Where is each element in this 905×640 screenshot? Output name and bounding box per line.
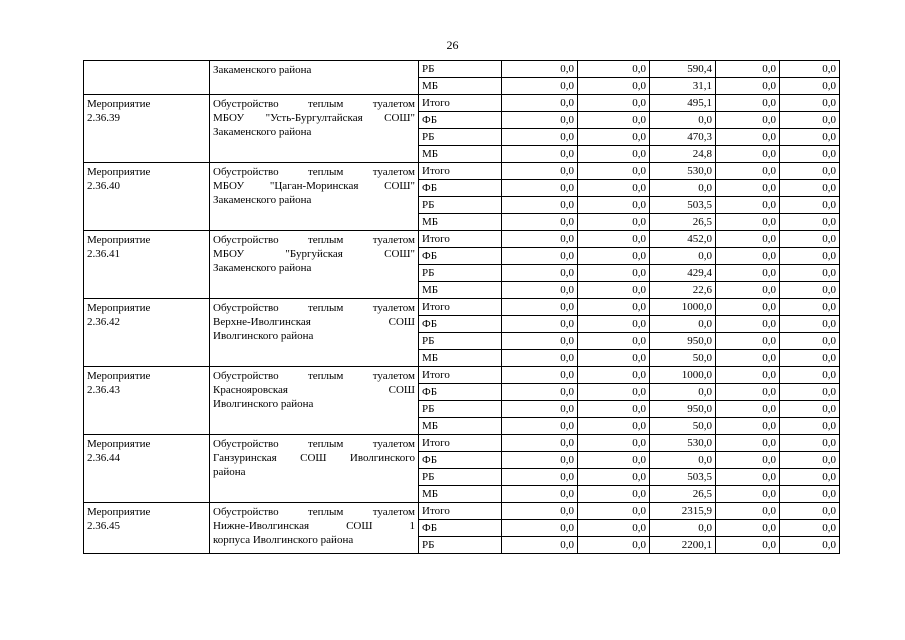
value-cell: 0,0 <box>650 112 716 129</box>
description-line: корпуса Иволгинского района <box>213 534 354 546</box>
value-cell: 0,0 <box>716 95 780 112</box>
event-cell <box>84 503 210 554</box>
value-cell: 0,0 <box>716 350 780 367</box>
value-cell: 0,0 <box>502 367 578 384</box>
value-cell: 0,0 <box>578 316 650 333</box>
value-cell: 0,0 <box>502 265 578 282</box>
value-cell: 0,0 <box>716 503 780 520</box>
value-cell: 0,0 <box>780 129 840 146</box>
value-cell: 0,0 <box>502 333 578 350</box>
event-description-cell <box>210 503 419 554</box>
value-cell: 0,0 <box>502 299 578 316</box>
value-cell: 0,0 <box>716 112 780 129</box>
value-cell: 0,0 <box>716 248 780 265</box>
event-number: 2.36.43 <box>87 384 120 396</box>
value-cell: 0,0 <box>502 503 578 520</box>
value-cell: 470,3 <box>650 129 716 146</box>
value-cell: 0,0 <box>578 486 650 503</box>
value-cell: 0,0 <box>578 520 650 537</box>
value-cell: 0,0 <box>716 231 780 248</box>
value-cell: 0,0 <box>578 537 650 554</box>
value-cell: 0,0 <box>780 197 840 214</box>
value-cell: 0,0 <box>780 503 840 520</box>
value-cell: 0,0 <box>650 316 716 333</box>
event-description-cell <box>210 367 419 435</box>
value-cell: 0,0 <box>780 180 840 197</box>
value-cell: 0,0 <box>578 435 650 452</box>
value-cell: 0,0 <box>578 146 650 163</box>
description-line: Обустройство теплым туалетом <box>213 506 415 518</box>
funding-source-cell: Итого <box>419 367 502 384</box>
funding-source-cell: МБ <box>419 146 502 163</box>
value-cell: 0,0 <box>780 418 840 435</box>
value-cell: 0,0 <box>780 537 840 554</box>
description-line: Закаменского района <box>213 194 312 206</box>
value-cell: 0,0 <box>716 163 780 180</box>
event-description-cell <box>210 95 419 163</box>
value-cell: 31,1 <box>650 78 716 95</box>
value-cell: 0,0 <box>502 435 578 452</box>
value-cell: 0,0 <box>716 384 780 401</box>
value-cell: 0,0 <box>650 520 716 537</box>
value-cell: 0,0 <box>716 486 780 503</box>
funding-source-cell: РБ <box>419 469 502 486</box>
table-row <box>84 299 840 316</box>
funding-source-cell: Итого <box>419 503 502 520</box>
event-number: 2.36.39 <box>87 112 120 124</box>
value-cell: 0,0 <box>780 333 840 350</box>
value-cell: 0,0 <box>716 316 780 333</box>
event-label: Мероприятие <box>87 438 151 450</box>
event-number: 2.36.44 <box>87 452 120 464</box>
event-description-cell <box>210 299 419 367</box>
value-cell: 0,0 <box>780 231 840 248</box>
description-line: МБОУ "Усть-Бургултайская СОШ" <box>213 112 415 124</box>
value-cell: 0,0 <box>578 452 650 469</box>
description-line: Закаменского района <box>213 126 312 138</box>
value-cell: 530,0 <box>650 435 716 452</box>
value-cell: 0,0 <box>578 129 650 146</box>
value-cell: 0,0 <box>502 316 578 333</box>
value-cell: 0,0 <box>716 180 780 197</box>
value-cell: 950,0 <box>650 333 716 350</box>
value-cell: 0,0 <box>716 265 780 282</box>
value-cell: 0,0 <box>578 401 650 418</box>
event-cell <box>84 163 210 231</box>
value-cell: 0,0 <box>780 163 840 180</box>
value-cell: 0,0 <box>780 282 840 299</box>
value-cell: 0,0 <box>578 367 650 384</box>
value-cell: 0,0 <box>716 401 780 418</box>
value-cell: 0,0 <box>780 61 840 78</box>
value-cell: 0,0 <box>502 163 578 180</box>
description-line: Обустройство теплым туалетом <box>213 438 415 450</box>
value-cell: 50,0 <box>650 418 716 435</box>
value-cell: 0,0 <box>716 333 780 350</box>
funding-source-cell: РБ <box>419 61 502 78</box>
funding-source-cell: РБ <box>419 537 502 554</box>
value-cell: 0,0 <box>716 78 780 95</box>
value-cell: 2200,1 <box>650 537 716 554</box>
value-cell: 0,0 <box>502 520 578 537</box>
description-line: Обустройство теплым туалетом <box>213 166 415 178</box>
value-cell: 0,0 <box>578 333 650 350</box>
description-line: Краснояровская СОШ <box>213 384 415 396</box>
value-cell: 0,0 <box>780 316 840 333</box>
event-cell <box>84 367 210 435</box>
value-cell: 0,0 <box>716 282 780 299</box>
funding-source-cell: Итого <box>419 299 502 316</box>
funding-source-cell: ФБ <box>419 384 502 401</box>
value-cell: 0,0 <box>716 214 780 231</box>
description-line: Ганзуринская СОШ Иволгинского <box>213 452 415 464</box>
value-cell: 0,0 <box>578 95 650 112</box>
value-cell: 429,4 <box>650 265 716 282</box>
value-cell: 0,0 <box>578 282 650 299</box>
funding-source-cell: Итого <box>419 163 502 180</box>
funding-source-cell: ФБ <box>419 520 502 537</box>
value-cell: 0,0 <box>650 248 716 265</box>
value-cell: 0,0 <box>578 214 650 231</box>
description-line: Обустройство теплым туалетом <box>213 98 415 110</box>
value-cell: 530,0 <box>650 163 716 180</box>
value-cell: 452,0 <box>650 231 716 248</box>
event-cell <box>84 95 210 163</box>
value-cell: 0,0 <box>780 486 840 503</box>
value-cell: 0,0 <box>716 452 780 469</box>
funding-source-cell: РБ <box>419 265 502 282</box>
value-cell: 0,0 <box>502 231 578 248</box>
value-cell: 0,0 <box>502 129 578 146</box>
budget-table-body <box>84 61 840 554</box>
value-cell: 0,0 <box>502 282 578 299</box>
event-description-cell <box>210 61 419 95</box>
event-label: Мероприятие <box>87 370 151 382</box>
funding-source-cell: МБ <box>419 418 502 435</box>
value-cell: 0,0 <box>502 469 578 486</box>
funding-source-cell: МБ <box>419 78 502 95</box>
value-cell: 0,0 <box>780 112 840 129</box>
description-line: Обустройство теплым туалетом <box>213 234 415 246</box>
value-cell: 0,0 <box>578 78 650 95</box>
value-cell: 0,0 <box>578 112 650 129</box>
event-label: Мероприятие <box>87 98 151 110</box>
value-cell: 50,0 <box>650 350 716 367</box>
event-label: Мероприятие <box>87 234 151 246</box>
value-cell: 0,0 <box>578 180 650 197</box>
funding-source-cell: РБ <box>419 197 502 214</box>
value-cell: 0,0 <box>716 469 780 486</box>
value-cell: 0,0 <box>716 435 780 452</box>
event-number: 2.36.41 <box>87 248 120 260</box>
value-cell: 0,0 <box>780 520 840 537</box>
value-cell: 0,0 <box>780 469 840 486</box>
description-line: Обустройство теплым туалетом <box>213 370 415 382</box>
value-cell: 0,0 <box>578 61 650 78</box>
description-line: МБОУ "Бургуйская СОШ" <box>213 248 415 260</box>
value-cell: 0,0 <box>650 452 716 469</box>
funding-source-cell: Итого <box>419 435 502 452</box>
table-row <box>84 61 840 78</box>
event-description-cell <box>210 435 419 503</box>
value-cell: 503,5 <box>650 469 716 486</box>
value-cell: 0,0 <box>578 248 650 265</box>
table-row <box>84 435 840 452</box>
value-cell: 0,0 <box>578 163 650 180</box>
event-cell <box>84 61 210 95</box>
value-cell: 0,0 <box>716 197 780 214</box>
value-cell: 0,0 <box>502 112 578 129</box>
value-cell: 0,0 <box>502 486 578 503</box>
event-label: Мероприятие <box>87 302 151 314</box>
funding-source-cell: ФБ <box>419 180 502 197</box>
value-cell: 0,0 <box>502 248 578 265</box>
funding-source-cell: ФБ <box>419 316 502 333</box>
value-cell: 0,0 <box>578 299 650 316</box>
value-cell: 0,0 <box>502 401 578 418</box>
event-label: Мероприятие <box>87 506 151 518</box>
value-cell: 0,0 <box>502 197 578 214</box>
event-description-cell <box>210 163 419 231</box>
value-cell: 0,0 <box>502 95 578 112</box>
description-line: МБОУ "Цаган-Моринская СОШ" <box>213 180 415 192</box>
value-cell: 0,0 <box>578 384 650 401</box>
value-cell: 0,0 <box>650 384 716 401</box>
description-line: Закаменского района <box>213 64 312 76</box>
value-cell: 0,0 <box>578 265 650 282</box>
value-cell: 0,0 <box>780 350 840 367</box>
value-cell: 0,0 <box>650 180 716 197</box>
funding-source-cell: ФБ <box>419 112 502 129</box>
event-cell <box>84 299 210 367</box>
value-cell: 1000,0 <box>650 299 716 316</box>
value-cell: 0,0 <box>780 248 840 265</box>
event-number: 2.36.42 <box>87 316 120 328</box>
page-number: 26 <box>446 38 459 52</box>
value-cell: 0,0 <box>716 299 780 316</box>
value-cell: 1000,0 <box>650 367 716 384</box>
funding-source-cell: РБ <box>419 333 502 350</box>
value-cell: 503,5 <box>650 197 716 214</box>
value-cell: 0,0 <box>780 384 840 401</box>
value-cell: 0,0 <box>502 350 578 367</box>
value-cell: 0,0 <box>578 418 650 435</box>
funding-source-cell: ФБ <box>419 248 502 265</box>
description-line: Иволгинского района <box>213 398 314 410</box>
value-cell: 0,0 <box>716 146 780 163</box>
value-cell: 0,0 <box>578 231 650 248</box>
description-line: Закаменского района <box>213 262 312 274</box>
value-cell: 0,0 <box>502 180 578 197</box>
value-cell: 0,0 <box>502 418 578 435</box>
funding-source-cell: МБ <box>419 214 502 231</box>
value-cell: 0,0 <box>578 503 650 520</box>
value-cell: 0,0 <box>780 401 840 418</box>
value-cell: 0,0 <box>716 537 780 554</box>
budget-table <box>83 60 840 554</box>
table-row <box>84 95 840 112</box>
value-cell: 0,0 <box>780 435 840 452</box>
value-cell: 590,4 <box>650 61 716 78</box>
description-line: Нижне-Иволгинская СОШ 1 <box>213 520 415 532</box>
funding-source-cell: РБ <box>419 129 502 146</box>
funding-source-cell: РБ <box>419 401 502 418</box>
table-row <box>84 231 840 248</box>
value-cell: 0,0 <box>780 299 840 316</box>
value-cell: 495,1 <box>650 95 716 112</box>
funding-source-cell: МБ <box>419 486 502 503</box>
value-cell: 0,0 <box>716 61 780 78</box>
value-cell: 0,0 <box>716 129 780 146</box>
value-cell: 0,0 <box>502 78 578 95</box>
value-cell: 0,0 <box>780 367 840 384</box>
value-cell: 0,0 <box>716 418 780 435</box>
description-line: Верхне-Иволгинская СОШ <box>213 316 415 328</box>
event-number: 2.36.45 <box>87 520 120 532</box>
value-cell: 0,0 <box>780 146 840 163</box>
value-cell: 0,0 <box>502 214 578 231</box>
value-cell: 0,0 <box>578 197 650 214</box>
value-cell: 0,0 <box>780 265 840 282</box>
value-cell: 0,0 <box>502 537 578 554</box>
value-cell: 0,0 <box>502 384 578 401</box>
funding-source-cell: Итого <box>419 95 502 112</box>
event-cell <box>84 231 210 299</box>
funding-source-cell: Итого <box>419 231 502 248</box>
value-cell: 0,0 <box>716 520 780 537</box>
value-cell: 0,0 <box>502 61 578 78</box>
value-cell: 0,0 <box>780 214 840 231</box>
table-row <box>84 163 840 180</box>
value-cell: 0,0 <box>502 146 578 163</box>
value-cell: 22,6 <box>650 282 716 299</box>
event-label: Мероприятие <box>87 166 151 178</box>
value-cell: 26,5 <box>650 486 716 503</box>
table-row <box>84 367 840 384</box>
value-cell: 24,8 <box>650 146 716 163</box>
value-cell: 0,0 <box>578 469 650 486</box>
event-cell <box>84 435 210 503</box>
funding-source-cell: МБ <box>419 350 502 367</box>
value-cell: 0,0 <box>780 452 840 469</box>
value-cell: 0,0 <box>716 367 780 384</box>
value-cell: 0,0 <box>578 350 650 367</box>
value-cell: 0,0 <box>780 78 840 95</box>
value-cell: 950,0 <box>650 401 716 418</box>
funding-source-cell: ФБ <box>419 452 502 469</box>
description-line: района <box>213 466 246 478</box>
description-line: Обустройство теплым туалетом <box>213 302 415 314</box>
event-description-cell <box>210 231 419 299</box>
value-cell: 0,0 <box>780 95 840 112</box>
event-number: 2.36.40 <box>87 180 120 192</box>
value-cell: 26,5 <box>650 214 716 231</box>
funding-source-cell: МБ <box>419 282 502 299</box>
value-cell: 2315,9 <box>650 503 716 520</box>
table-row <box>84 503 840 520</box>
value-cell: 0,0 <box>502 452 578 469</box>
description-line: Иволгинского района <box>213 330 314 342</box>
